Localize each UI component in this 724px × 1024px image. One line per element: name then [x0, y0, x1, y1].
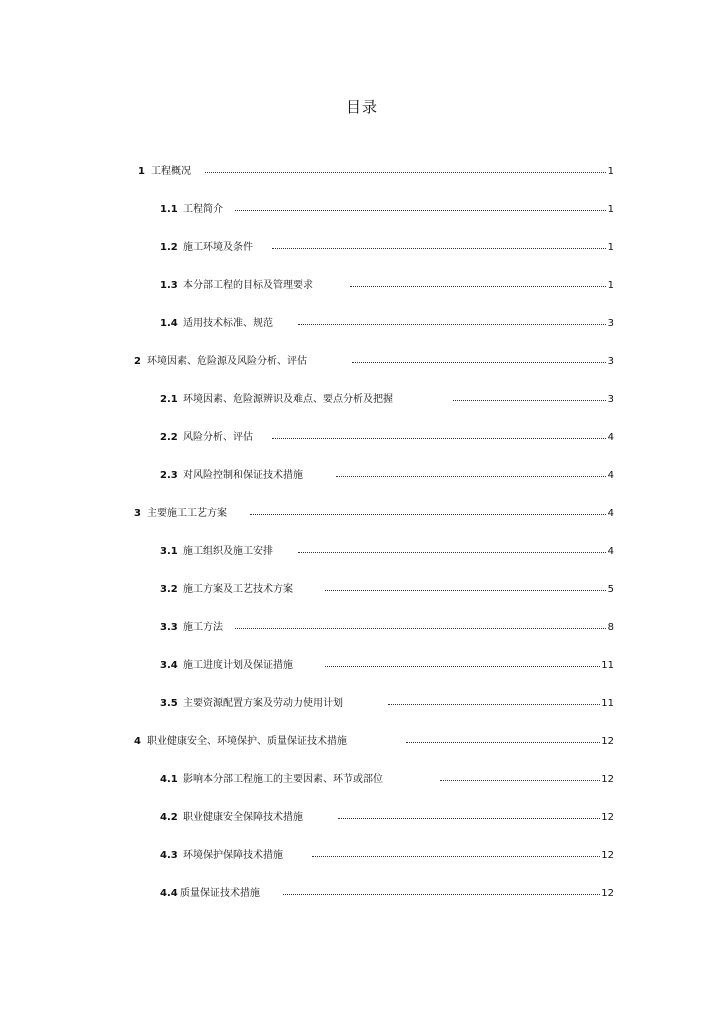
toc-entry-label: 工程概况 — [151, 166, 191, 177]
toc-leader-dots — [338, 818, 600, 819]
toc-entry-number: 2.1 — [160, 394, 178, 405]
toc-entry-number: 4.4 — [160, 888, 178, 899]
toc-entry-number: 1 — [138, 166, 145, 177]
toc-leader-dots — [272, 248, 606, 249]
toc-entry-label: 本分部工程的目标及管理要求 — [183, 280, 313, 291]
toc-entry-label: 职业健康安全保障技术措施 — [183, 812, 303, 823]
toc-entry-page: 12 — [601, 774, 614, 785]
toc-entry-2-3[interactable] — [0, 466, 724, 486]
toc-entry-page: 4 — [607, 508, 614, 519]
toc-leader-dots — [272, 438, 606, 439]
toc-entry-page: 1 — [607, 242, 614, 253]
toc-entry-page: 3 — [607, 356, 614, 367]
toc-entry-number: 2 — [134, 356, 141, 367]
toc-entry-number: 3.2 — [160, 584, 178, 595]
toc-entry-number: 3 — [134, 508, 141, 519]
toc-entry-page: 1 — [607, 280, 614, 291]
toc-entry-number: 1.2 — [160, 242, 178, 253]
toc-entry-label: 施工环境及条件 — [183, 242, 253, 253]
toc-entry-label: 施工进度计划及保证措施 — [183, 660, 293, 671]
toc-entry-number: 4.3 — [160, 850, 178, 861]
toc-entry-label: 职业健康安全、环境保护、质量保证技术措施 — [147, 736, 347, 747]
toc-leader-dots — [312, 856, 600, 857]
toc-entry-label: 质量保证技术措施 — [180, 888, 260, 899]
toc-leader-dots — [336, 476, 606, 477]
toc-entry-page: 11 — [601, 660, 614, 671]
toc-leader-dots — [388, 704, 600, 705]
toc-entry-label: 施工方法 — [183, 622, 223, 633]
toc-leader-dots — [325, 590, 606, 591]
toc-entry-4-4[interactable] — [0, 884, 724, 904]
toc-entry-label: 影响本分部工程施工的主要因素、环节或部位 — [183, 774, 383, 785]
toc-entry-page: 1 — [607, 204, 614, 215]
toc-entry-1-3[interactable] — [0, 276, 724, 296]
toc-leader-dots — [352, 362, 606, 363]
toc-leader-dots — [440, 780, 600, 781]
toc-entry-number: 4.1 — [160, 774, 178, 785]
toc-entry-page: 3 — [607, 318, 614, 329]
toc-leader-dots — [350, 286, 606, 287]
toc-entry-label: 对风险控制和保证技术措施 — [183, 470, 303, 481]
toc-entry-2-1[interactable] — [0, 390, 724, 410]
toc-entry-3-4[interactable] — [0, 656, 724, 676]
toc-entry-3[interactable] — [0, 504, 724, 524]
toc-entry-label: 主要施工工艺方案 — [147, 508, 227, 519]
toc-leader-dots — [205, 172, 606, 173]
toc-leader-dots — [406, 742, 600, 743]
toc-entry-number: 3.5 — [160, 698, 178, 709]
toc-leader-dots — [283, 894, 600, 895]
toc-entry-page: 4 — [607, 432, 614, 443]
toc-entry-page: 12 — [601, 850, 614, 861]
toc-entry-page: 4 — [607, 470, 614, 481]
toc-entry-page: 12 — [601, 736, 614, 747]
toc-leader-dots — [298, 324, 606, 325]
toc-entry-label: 工程简介 — [183, 204, 223, 215]
toc-entry-label: 风险分析、评估 — [183, 432, 253, 443]
toc-entry-page: 5 — [607, 584, 614, 595]
toc-entry-label: 适用技术标准、规范 — [183, 318, 273, 329]
toc-entry-page: 1 — [607, 166, 614, 177]
toc-entry-label: 环境因素、危险源及风险分析、评估 — [147, 356, 307, 367]
toc-entry-label: 施工组织及施工安排 — [183, 546, 273, 557]
toc-entry-2[interactable] — [0, 352, 724, 372]
toc-entry-page: 3 — [607, 394, 614, 405]
toc-entry-page: 12 — [601, 888, 614, 899]
toc-entry-number: 1.3 — [160, 280, 178, 291]
toc-entry-number: 4 — [134, 736, 141, 747]
toc-entry-number: 2.2 — [160, 432, 178, 443]
toc-entry-label: 施工方案及工艺技术方案 — [183, 584, 293, 595]
toc-entry-page: 4 — [607, 546, 614, 557]
toc-entry-page: 8 — [607, 622, 614, 633]
toc-leader-dots — [235, 628, 606, 629]
toc-entry-page: 12 — [601, 812, 614, 823]
toc-entry-2-2[interactable] — [0, 428, 724, 448]
toc-leader-dots — [250, 514, 606, 515]
toc-entry-4-1[interactable] — [0, 770, 724, 790]
toc-entry-number: 3.3 — [160, 622, 178, 633]
toc-entry-page: 11 — [601, 698, 614, 709]
toc-entry-number: 3.4 — [160, 660, 178, 671]
toc-entry-3-2[interactable] — [0, 580, 724, 600]
toc-entry-number: 4.2 — [160, 812, 178, 823]
toc-entry-label: 主要资源配置方案及劳动力使用计划 — [183, 698, 343, 709]
toc-entry-1-1[interactable] — [0, 200, 724, 220]
toc-entry-4-3[interactable] — [0, 846, 724, 866]
toc-entry-4-2[interactable] — [0, 808, 724, 828]
toc-entry-3-5[interactable] — [0, 694, 724, 714]
toc-entry-1-2[interactable] — [0, 238, 724, 258]
toc-leader-dots — [453, 400, 606, 401]
toc-leader-dots — [298, 552, 606, 553]
toc-entry-3-1[interactable] — [0, 542, 724, 562]
toc-entry-1[interactable] — [0, 162, 724, 182]
toc-entry-number: 1.1 — [160, 204, 178, 215]
toc-entry-label: 环境保护保障技术措施 — [183, 850, 283, 861]
toc-entry-1-4[interactable] — [0, 314, 724, 334]
toc-leader-dots — [325, 666, 600, 667]
toc-entry-3-3[interactable] — [0, 618, 724, 638]
toc-entry-4[interactable] — [0, 732, 724, 752]
toc-entry-label: 环境因素、危险源辨识及难点、要点分析及把握 — [183, 394, 393, 405]
toc-entry-number: 3.1 — [160, 546, 178, 557]
toc-leader-dots — [235, 210, 606, 211]
toc-title: 目录 — [345, 98, 378, 116]
toc-entry-number: 2.3 — [160, 470, 178, 481]
toc-entry-number: 1.4 — [160, 318, 178, 329]
